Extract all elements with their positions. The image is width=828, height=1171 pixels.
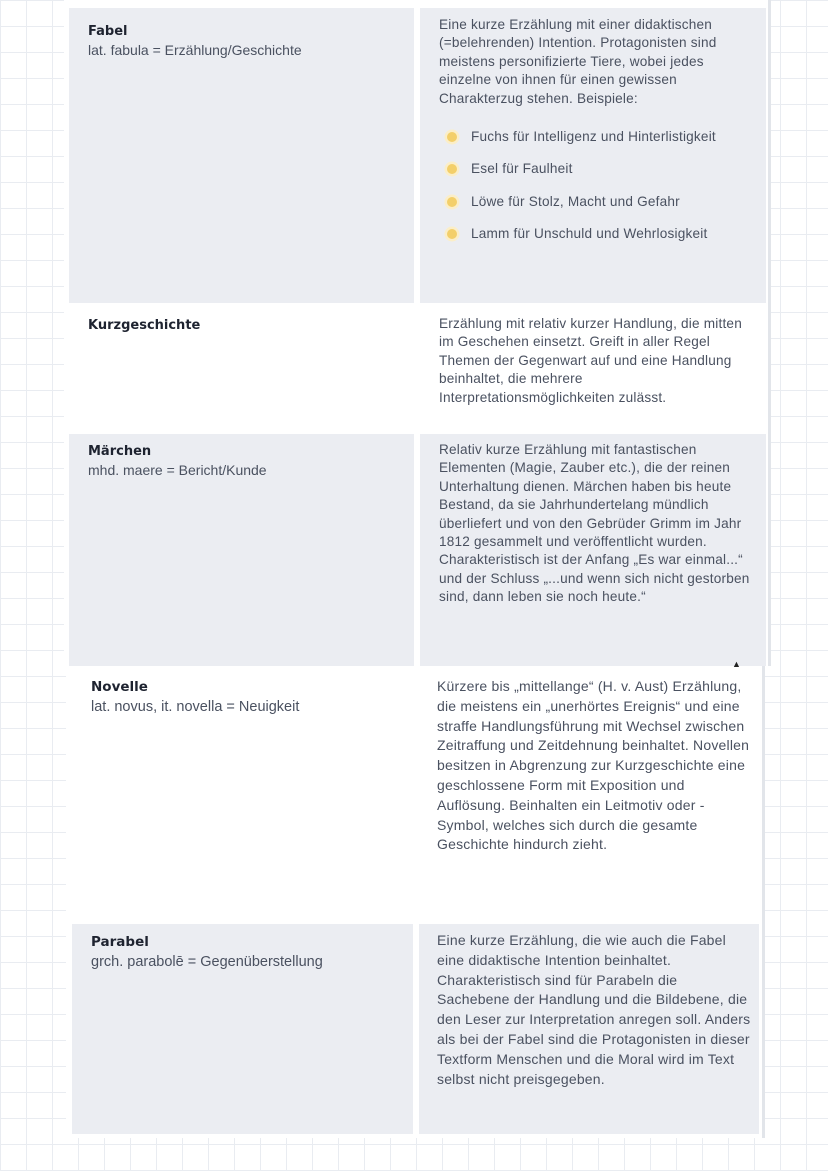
bullet-icon [447, 229, 457, 239]
term-title: Fabel [88, 24, 128, 39]
term-description: Eine kurze Erzählung, die wie auch die Fabel eine didaktische Intention beinhaltet. Charakteristisch sind für Parabeln die Sachebene der Handlung und die Bildebene, die den Leser zur Interpretation anregen soll. Anders als bei der Fabel sind die Protagonisten in dieser Textform Menschen und die Moral wird im Text selbst nicht preisgegeben. [437, 932, 751, 1087]
bullet-icon [447, 197, 457, 207]
maerchen-term-cell [69, 434, 414, 666]
term-description: Kürzere bis „mittellange“ (H. v. Aust) Erzählung, die meistens ein „unerhörtes Ereignis“ und eine straffe Handlungsführung mit Wechsel zwischen Zeitraffung und Zeitdehnung beinhaltet. Novellen besitzen in Abgrenzung zur Kurzgeschichte eine geschlossene Form mit Exposition und Auflösung. Beinhalten ein Leitmotiv oder -Symbol, welches sich durch die gesamte Geschichte hindurch zieht. [437, 678, 750, 853]
term-origin: mhd. maere = Bericht/Kunde [88, 462, 267, 478]
novelle-term-cell [72, 668, 413, 922]
term-origin: lat. fabula = Erzählung/Geschichte [88, 42, 302, 58]
kurzgeschichte-term-cell [69, 304, 414, 432]
caret-up-icon: ▲ [732, 659, 741, 669]
maerchen-description-cell [420, 434, 766, 666]
examples-list [439, 128, 758, 244]
term-origin: lat. novus, it. novella = Neuigkeit [91, 699, 300, 715]
list-item: Fuchs für Intelligenz und Hinterlistigkeit [439, 128, 758, 146]
term-description: Erzählung mit relativ kurzer Handlung, die mitten im Geschehen einsetzt. Greift in aller Regel Themen der Gegenwart auf und eine Handlung beinhaltet, die mehrere Interpretationsmöglichkeiten zulässt. [439, 316, 742, 405]
kurzgeschichte-description-cell [420, 304, 766, 432]
list-item: Lamm für Unschuld und Wehrlosigkeit [439, 225, 758, 243]
parabel-description-cell [419, 924, 759, 1134]
term-origin: grch. parabolē = Gegenüberstellung [91, 954, 323, 970]
parabel-term-cell [72, 924, 413, 1134]
fabel-description-cell [420, 8, 766, 303]
term-description: Eine kurze Erzählung mit einer didaktischen (=belehrenden) Intention. Protagonisten sind meistens personifizierte Tiere, wobei jedes einzelne von ihnen für einen gewissen Charakterzug stehen. Beispiele: [439, 17, 717, 106]
list-item: Esel für Faulheit [439, 160, 758, 178]
list-item: Löwe für Stolz, Macht und Gefahr [439, 193, 758, 211]
novelle-description-cell [419, 668, 759, 922]
fabel-term-cell [69, 8, 414, 303]
term-title: Kurzgeschichte [88, 318, 201, 333]
term-title: Novelle [91, 679, 148, 695]
term-description: Relativ kurze Erzählung mit fantastischen Elementen (Magie, Zauber etc.), die der reinen Unterhaltung dienen. Märchen haben bis heute Bestand, da sie Jahrhundertelang mündlich überliefert und von den Gebrüder Grimm im Jahr 1812 gesammelt und veröffentlicht wurden. Charakteristisch ist der Anfang „Es war einmal...“ und der Schluss „...und wenn sich nicht gestorben sind, dann leben sie noch heute.“ [439, 442, 750, 605]
term-title: Parabel [91, 934, 149, 950]
bullet-icon [447, 164, 457, 174]
term-title: Märchen [88, 444, 152, 459]
bullet-icon [447, 132, 457, 142]
